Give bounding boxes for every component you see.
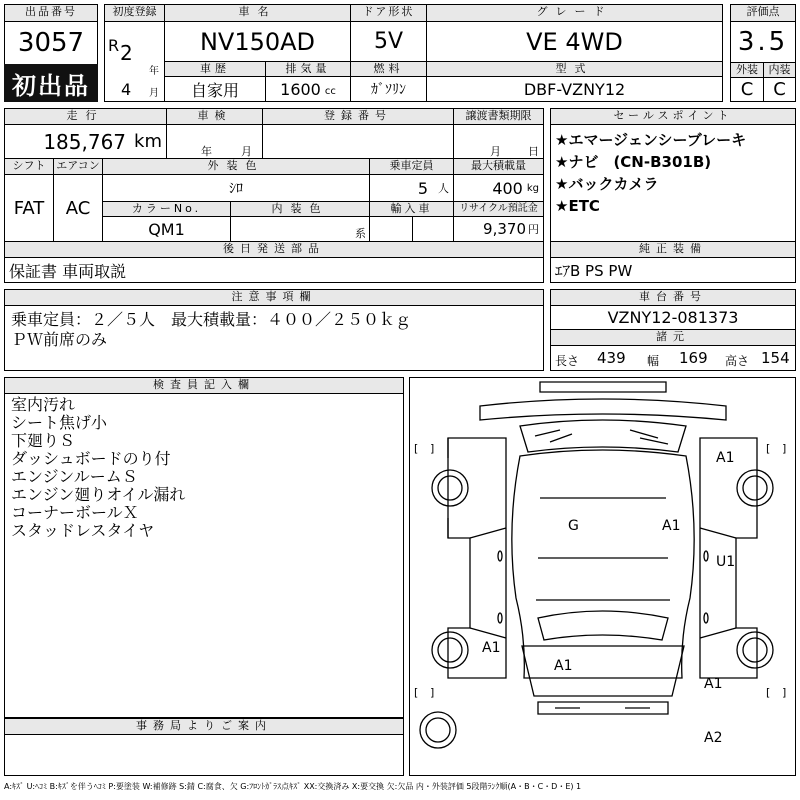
interior-header: 内装: [763, 62, 796, 78]
interior-color-box: [230, 216, 370, 242]
capacity-value: 5: [417, 178, 428, 198]
interior-value: C: [763, 77, 796, 102]
sales-points-header: セールスポイント: [550, 108, 796, 125]
displacement-value: 1600: [280, 79, 321, 99]
svg-text:]: ]: [782, 686, 787, 699]
month-unit: 月: [149, 88, 159, 99]
length-value: 439: [597, 349, 626, 367]
load-header: 最大積載量: [453, 158, 544, 175]
dims-box: [550, 345, 796, 371]
displacement-unit: cc: [324, 85, 336, 97]
fuel-header: 燃料: [350, 61, 427, 77]
dims-header: 諸元: [550, 329, 796, 346]
load-unit: kg: [526, 182, 539, 194]
svg-text:[: [: [414, 442, 419, 455]
svg-text:]: ]: [430, 442, 435, 455]
year-unit: 年: [149, 66, 159, 77]
front-bumper-outline: [540, 382, 666, 392]
body-outline: [512, 450, 694, 678]
mark-a1-door: A1: [662, 518, 681, 534]
width-value: 169: [679, 349, 708, 367]
grade-header: グレード: [426, 4, 723, 22]
load-box: [453, 174, 544, 202]
reg-no-header: 登録番号: [262, 108, 454, 125]
first-reg-box: [104, 21, 165, 102]
sales-points-box: [550, 124, 796, 242]
svg-text:[: [: [766, 442, 771, 455]
inspector-box: [4, 393, 404, 718]
sales-point-1: ★エマージェンシーブレーキ: [555, 131, 747, 149]
svg-text:]: ]: [430, 686, 435, 699]
month-value: 4: [121, 80, 132, 99]
era-year: 2: [120, 41, 133, 65]
color-value: ｼﾛ: [102, 174, 370, 202]
ac-value: AC: [53, 174, 103, 242]
type-header: 型式: [426, 61, 723, 77]
car-outline-diagram: [410, 378, 795, 775]
color-no-value: QM1: [102, 216, 231, 242]
ac-header: エアコン: [53, 158, 103, 175]
length-label: 長さ: [555, 354, 580, 368]
transfer-header: 譲渡書類期限: [453, 108, 544, 125]
transfer-month-unit: 月: [490, 145, 501, 158]
reg-no-box: [262, 124, 454, 159]
history-header: 車歴: [164, 61, 266, 77]
door-header: ドア形状: [350, 4, 427, 22]
score-header: 評価点: [730, 4, 796, 22]
mark-a1-front-right: A1: [716, 450, 735, 466]
import-header: 輸入車: [369, 201, 454, 217]
mileage-header: 走行: [4, 108, 167, 125]
history-value: 自家用: [164, 76, 266, 102]
interior-color-header: 内装色: [230, 201, 370, 217]
genuine-value: ｴｱB PS PW: [550, 257, 796, 283]
office-box: [4, 734, 404, 776]
first-reg-header: 初度登録: [104, 4, 165, 22]
inspector-line-3: 下廻りＳ: [11, 431, 76, 450]
interior-color-unit: 系: [355, 227, 366, 240]
inspection-box: [166, 124, 263, 159]
width-label: 幅: [647, 354, 660, 368]
notes-box: [4, 305, 544, 371]
notes-line-2: ＰＷ前席のみ: [11, 330, 108, 349]
recycle-header: リサイクル預託金: [453, 201, 544, 217]
damage-diagram: [409, 377, 796, 776]
shift-value: FAT: [4, 174, 54, 242]
recycle-box: [453, 216, 544, 242]
rear-glass-outline: [538, 611, 668, 640]
inspector-line-8: スタッドレスタイヤ: [11, 521, 155, 540]
mark-u1: U1: [716, 554, 736, 570]
fuel-value: ｶﾞｿﾘﾝ: [350, 76, 427, 102]
door-value: 5V: [350, 21, 427, 62]
first-listing-badge: 初出品: [4, 64, 98, 102]
rear-gate-outline: [522, 646, 684, 696]
svg-text:[: [: [766, 686, 771, 699]
mark-a1-rear-right: A1: [704, 676, 723, 692]
capacity-box: [369, 174, 454, 202]
capacity-unit: 人: [438, 182, 449, 195]
height-label: 高さ: [725, 354, 750, 368]
recycle-value: 9,370: [483, 220, 526, 238]
mileage-value: 185,767: [43, 129, 127, 154]
legend-footer: A:ｷｽﾞ U:ﾍｺﾐ B:ｷｽﾞを伴うﾍｺﾐ P:要塗装 W:補修跡 S:錆 C:腐食、欠 G:ﾌﾛﾝﾄｶﾞﾗｽ点ｷｽﾞ XX:交換済み X:要交換 欠:欠品 内・外装評価 5段階ﾗﾝｸ順(A・B・C・D・E) 1: [4, 782, 582, 791]
chassis-header: 車台番号: [550, 289, 796, 306]
capacity-header: 乗車定員: [369, 158, 454, 175]
inspector-line-7: コーナーボールＸ: [11, 503, 139, 522]
model-header: 車名: [164, 4, 351, 22]
transfer-box: [453, 124, 544, 159]
notes-line-1: 乗車定員：２／５人 最大積載量：４００／２５０ｋｇ: [11, 310, 412, 329]
lot-number: 3057: [4, 21, 98, 65]
svg-text:[: [: [414, 686, 419, 699]
mark-a1-rear-center: A1: [554, 658, 573, 674]
model-name: NV150AD: [164, 21, 351, 62]
color-header: 外装色: [102, 158, 370, 175]
score-value: 3.5: [730, 21, 796, 63]
color-no-header: カラーNo.: [102, 201, 231, 217]
inspector-line-1: 室内汚れ: [11, 395, 76, 414]
later-parts-header: 後日発送部品: [4, 241, 544, 258]
later-parts-value: 保証書 車両取説: [4, 257, 544, 283]
sales-point-3: ★バックカメラ: [555, 175, 659, 193]
inspector-line-6: エンジン廻りオイル漏れ: [11, 485, 186, 504]
grade-value: VE 4WD: [426, 21, 723, 62]
recycle-unit: 円: [528, 223, 539, 236]
load-value: 400: [492, 178, 523, 198]
inspector-header: 検査員記入欄: [4, 377, 404, 394]
displacement-box: [265, 76, 351, 102]
mileage-box: [4, 124, 167, 159]
inspection-year-unit: 年: [201, 145, 212, 158]
chassis-value: VZNY12-081373: [550, 305, 796, 330]
inspection-header: 車検: [166, 108, 263, 125]
type-value: DBF-VZNY12: [426, 76, 723, 102]
exterior-value: C: [730, 77, 764, 102]
mark-a2: A2: [704, 730, 723, 746]
transfer-day-unit: 日: [528, 145, 539, 158]
exterior-header: 外装: [730, 62, 764, 78]
mark-a1-rear-left: A1: [482, 640, 501, 656]
notes-header: 注意事項欄: [4, 289, 544, 306]
shift-header: シフト: [4, 158, 54, 175]
mark-g: G: [568, 518, 579, 534]
sales-point-2: ★ナビ (CN-B301B): [555, 153, 712, 171]
era: R: [108, 36, 120, 55]
svg-text:]: ]: [782, 442, 787, 455]
sales-point-4: ★ETC: [555, 197, 600, 215]
inspector-line-2: シート焦げ小: [11, 413, 108, 432]
import-box: [369, 216, 454, 242]
genuine-header: 純正装備: [550, 241, 796, 258]
hood-outline: [480, 399, 726, 420]
inspector-line-4: ダッシュボードのり付: [11, 449, 171, 468]
inspector-line-5: エンジンルームＳ: [11, 467, 138, 486]
office-header: 事務局よりご案内: [4, 718, 404, 735]
lot-number-header: 出品番号: [4, 4, 98, 22]
mileage-unit: km: [134, 131, 162, 152]
height-value: 154: [761, 349, 790, 367]
import-divider: [412, 217, 413, 241]
inspection-month-unit: 月: [241, 145, 252, 158]
front-glass-outline: [520, 420, 686, 452]
displacement-header: 排気量: [265, 61, 351, 77]
